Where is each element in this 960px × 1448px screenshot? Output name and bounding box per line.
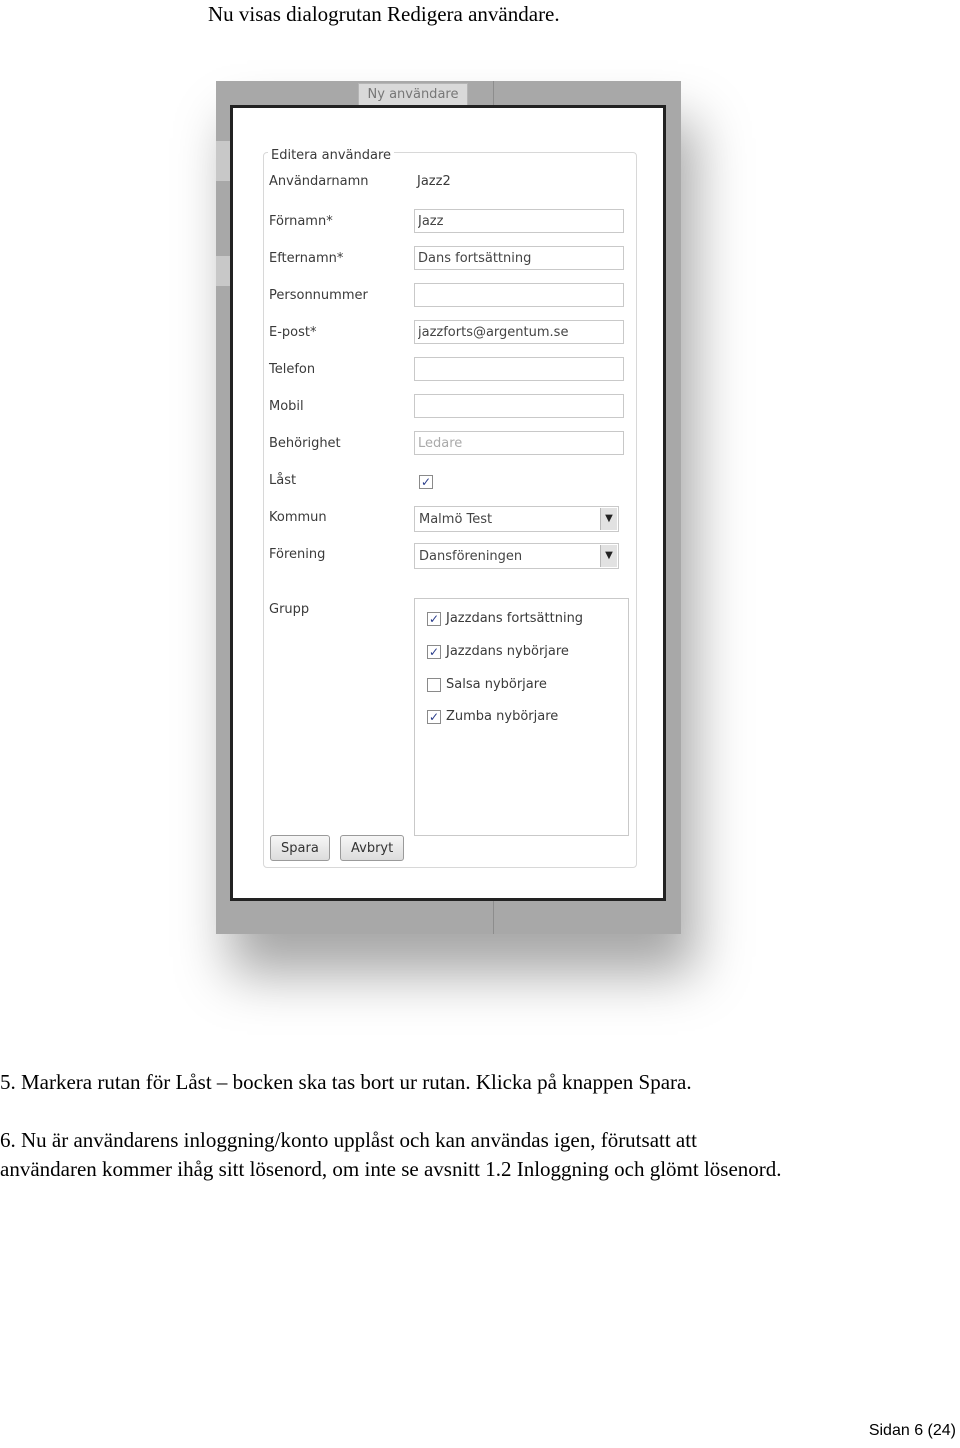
tab-new-user[interactable]: Ny användare — [358, 83, 468, 106]
cancel-button[interactable]: Avbryt — [340, 835, 404, 861]
group-label: Grupp — [269, 602, 310, 617]
save-button[interactable]: Spara — [270, 835, 330, 861]
edit-user-screenshot — [216, 81, 681, 934]
background-divider — [493, 899, 494, 934]
group-checkbox[interactable]: ✓ — [428, 644, 440, 659]
group-item[interactable] — [427, 644, 569, 659]
background-divider — [493, 81, 494, 105]
chevron-down-icon[interactable]: ▼ — [600, 508, 617, 530]
firstname-label: Förnamn* — [269, 214, 333, 229]
mobile-label: Mobil — [269, 399, 304, 414]
group-list — [414, 598, 629, 836]
group-item-label: Jazzdans fortsättning — [446, 611, 584, 626]
mobile-input[interactable] — [414, 394, 624, 418]
role-input — [414, 431, 624, 455]
fieldset-legend: Editera användare — [268, 148, 394, 163]
phone-label: Telefon — [269, 362, 316, 377]
group-item[interactable] — [427, 709, 558, 724]
lastname-label: Efternamn* — [269, 251, 344, 266]
personnummer-label: Personnummer — [269, 288, 368, 303]
lastname-input[interactable] — [414, 246, 624, 270]
email-label: E-post* — [269, 325, 317, 340]
municipality-label: Kommun — [269, 510, 327, 525]
role-label: Behörighet — [269, 436, 341, 451]
group-checkbox[interactable]: ✓ — [428, 709, 440, 724]
background-strip — [216, 256, 230, 286]
phone-input[interactable] — [414, 357, 624, 381]
locked-checkbox[interactable]: ✓ — [420, 475, 432, 489]
personnummer-input[interactable] — [414, 283, 624, 307]
municipality-select[interactable] — [414, 506, 619, 532]
edit-user-dialog — [230, 105, 666, 901]
username-value: Jazz2 — [417, 174, 451, 189]
email-input[interactable] — [414, 320, 624, 344]
group-checkbox[interactable] — [427, 678, 441, 692]
group-item-label: Zumba nybörjare — [446, 709, 559, 724]
intro-text: Nu visas dialogrutan Redigera användare. — [208, 2, 560, 26]
group-checkbox[interactable]: ✓ — [428, 611, 440, 626]
firstname-input[interactable] — [414, 209, 624, 233]
page-number: Sidan 6 (24) — [868, 1422, 956, 1439]
group-item-label: Jazzdans nybörjare — [446, 644, 569, 659]
association-selected-value: Dansföreningen — [419, 549, 523, 564]
group-item[interactable] — [427, 677, 547, 692]
step-5-text: 5. Markera rutan för Låst – bocken ska tas bort ur rutan. Klicka på knappen Spara. — [0, 1070, 692, 1094]
step-6-text-line-2: användaren kommer ihåg sitt lösenord, om inte se avsnitt 1.2 Inloggning och glömt lösenord. — [0, 1157, 782, 1181]
group-item[interactable] — [427, 611, 583, 626]
association-select[interactable] — [414, 543, 619, 569]
association-label: Förening — [269, 547, 326, 562]
group-item-label: Salsa nybörjare — [446, 677, 547, 692]
locked-label: Låst — [269, 473, 297, 488]
step-6-text-line-1: 6. Nu är användarens inloggning/konto upplåst och kan användas igen, förutsatt att — [0, 1128, 697, 1152]
background-strip — [216, 141, 230, 181]
municipality-selected-value: Malmö Test — [419, 512, 493, 527]
chevron-down-icon[interactable]: ▼ — [600, 545, 617, 567]
username-label: Användarnamn — [269, 174, 369, 189]
